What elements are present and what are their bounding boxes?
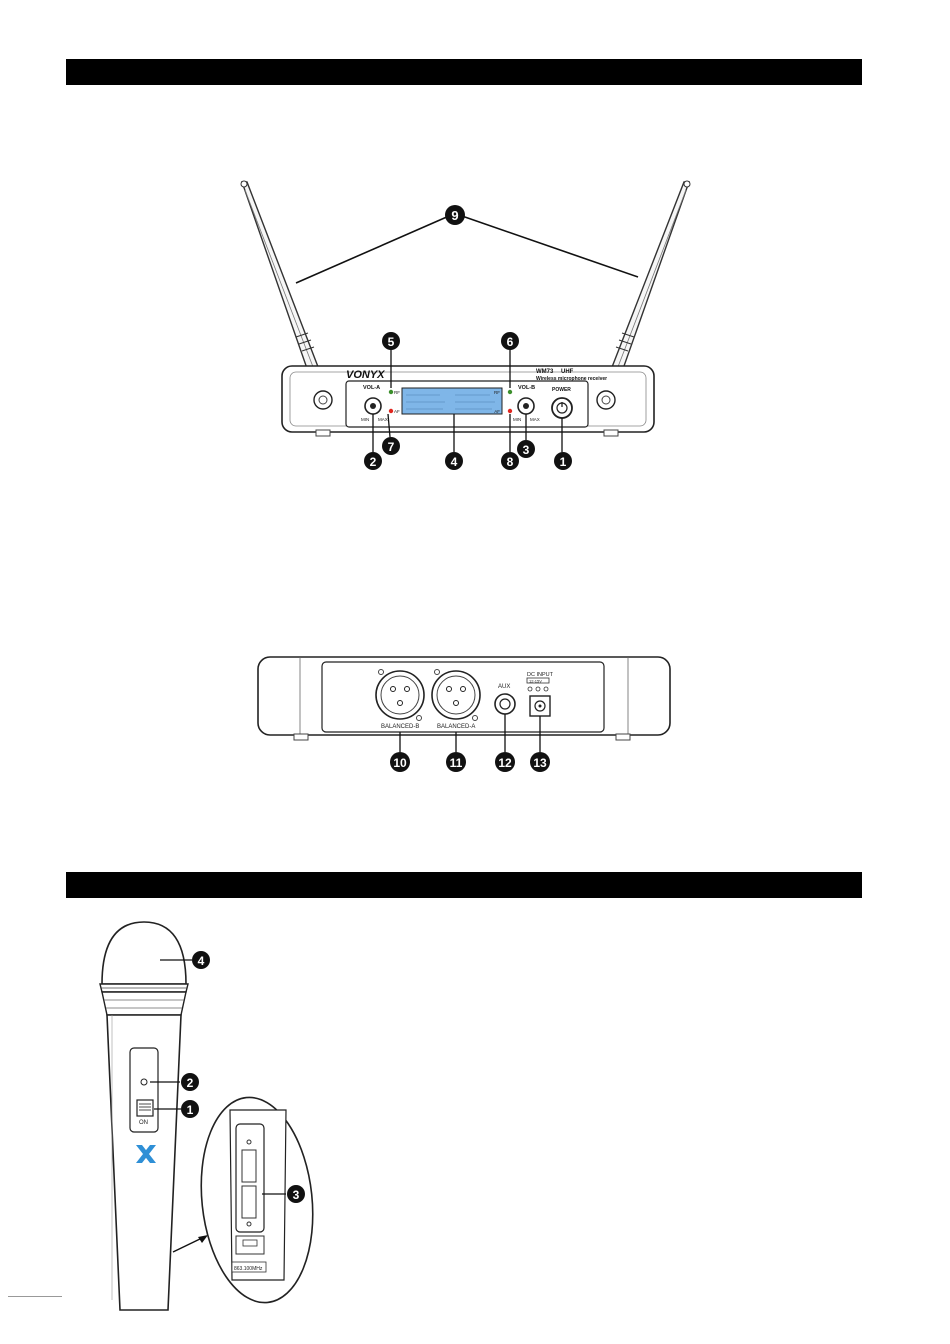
af-led-a	[389, 409, 393, 413]
lcd-display	[402, 388, 502, 414]
receiver-rear	[258, 657, 670, 772]
callout-6	[501, 332, 519, 350]
subtitle-label: Wireless microphone receiver	[536, 376, 608, 382]
svg-text:11: 11	[449, 756, 463, 770]
battery-compartment-zoom	[192, 1092, 323, 1308]
af-label-b: AF	[494, 409, 500, 414]
svg-text:2: 2	[186, 1076, 194, 1090]
mic-power-switch[interactable]	[137, 1100, 153, 1116]
callout-mic-3	[287, 1185, 305, 1203]
mic-frequency-label: 863.100MHz	[234, 1266, 263, 1272]
callout-12	[495, 752, 515, 772]
mic-led	[141, 1079, 147, 1085]
xlr-balanced-b-connector[interactable]	[376, 670, 424, 721]
rf-label-a: RF	[394, 390, 400, 395]
callout-4	[445, 452, 463, 470]
power-label: POWER	[552, 387, 571, 393]
microphone	[100, 922, 322, 1310]
aux-jack[interactable]	[495, 694, 515, 714]
callout-mic-4	[192, 951, 210, 969]
vol-a-max-label: MAX	[378, 417, 388, 422]
svg-text:4: 4	[450, 455, 458, 469]
af-label-a: AF	[394, 409, 400, 414]
callout-mic-1	[181, 1100, 199, 1118]
svg-text:5: 5	[387, 335, 395, 349]
balanced-a-label: BALANCED-A	[437, 724, 476, 730]
xlr-balanced-a-connector[interactable]	[432, 670, 480, 721]
rf-label-b: RF	[494, 390, 500, 395]
callout-11	[446, 752, 466, 772]
svg-text:10: 10	[393, 756, 407, 770]
svg-text:3: 3	[292, 1188, 300, 1202]
brand-logo: VONYX	[346, 369, 385, 381]
svg-text:3: 3	[522, 443, 530, 457]
svg-text:8: 8	[506, 455, 514, 469]
aux-label: AUX	[498, 684, 511, 690]
dc-spec-label: 12-15V	[529, 678, 542, 684]
callout-8	[501, 452, 519, 470]
power-button[interactable]	[552, 398, 572, 418]
svg-text:13: 13	[533, 756, 547, 770]
dc-input-label: DC INPUT	[527, 672, 553, 678]
vol-b-label: VOL-B	[518, 385, 536, 391]
receiver-front	[241, 181, 690, 470]
callout-3	[517, 440, 535, 458]
af-led-b	[508, 409, 512, 413]
callout-9	[445, 205, 465, 225]
callout-7	[382, 437, 400, 455]
svg-text:1: 1	[186, 1103, 194, 1117]
callout-1	[554, 452, 572, 470]
svg-text:9: 9	[451, 208, 459, 223]
band-label: UHF	[561, 369, 574, 375]
svg-text:1: 1	[559, 455, 567, 469]
svg-text:12: 12	[498, 756, 512, 770]
callout-5	[382, 332, 400, 350]
balanced-b-label: BALANCED-B	[381, 724, 420, 730]
svg-text:6: 6	[506, 335, 514, 349]
dc-input-jack[interactable]	[530, 696, 550, 716]
vol-a-label: VOL-A	[363, 385, 381, 391]
mic-switch-on-label: ON	[139, 1120, 148, 1126]
callout-13	[530, 752, 550, 772]
svg-text:2: 2	[369, 455, 377, 469]
vol-a-min-label: MIN	[361, 417, 370, 422]
rf-led-b	[508, 390, 512, 394]
svg-text:4: 4	[197, 954, 205, 968]
vol-b-max-label: MAX	[530, 417, 540, 422]
svg-text:7: 7	[387, 440, 395, 454]
callout-2	[364, 452, 382, 470]
model-label: WM73	[536, 369, 554, 375]
vol-b-min-label: MIN	[513, 417, 522, 422]
callout-mic-2	[181, 1073, 199, 1091]
callout-10	[390, 752, 410, 772]
rf-led-a	[389, 390, 393, 394]
